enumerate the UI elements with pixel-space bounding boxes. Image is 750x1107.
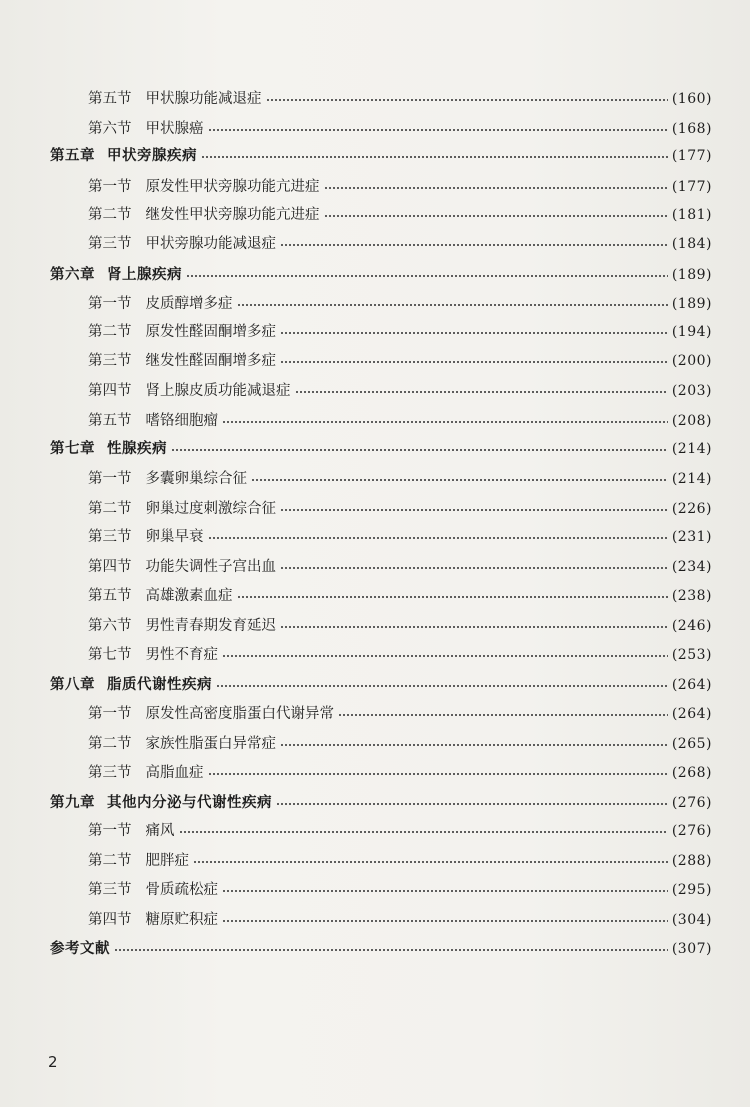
leader-dots: [280, 505, 668, 515]
leader-dots: [186, 271, 668, 281]
section-number: 第三节: [88, 529, 132, 545]
toc-section-row: [88, 877, 712, 899]
toc-section-row: [88, 466, 712, 488]
toc-section-row: [88, 378, 712, 400]
toc-entry-label: [50, 440, 167, 458]
toc-entry-label: [88, 352, 276, 370]
toc-entry-label: [88, 822, 175, 840]
section-title: 原发性醛固酮增多症: [145, 324, 276, 340]
toc-page-number: (276): [671, 823, 712, 839]
toc-section-row: [88, 116, 712, 138]
toc-page-number: (268): [671, 765, 712, 781]
toc-section-row: [88, 348, 712, 370]
toc-section-row: [88, 174, 712, 196]
toc-entry-label: [50, 794, 272, 812]
toc-chapter-row: [50, 790, 712, 812]
section-number: 第五节: [88, 91, 132, 107]
section-number: 第五节: [88, 588, 132, 604]
section-number: 第二节: [88, 736, 132, 752]
section-title: 甲状腺功能减退症: [145, 91, 262, 107]
toc-entry-label: [88, 646, 218, 664]
toc-page-number: (177): [671, 179, 712, 195]
chapter-number: 第九章: [50, 794, 95, 811]
leader-dots: [222, 651, 668, 661]
leader-dots: [222, 417, 668, 427]
section-title: 高脂血症: [145, 765, 204, 781]
section-number: 第四节: [88, 559, 132, 575]
leader-dots: [280, 622, 668, 632]
section-title: 原发性甲状旁腺功能亢进症: [145, 179, 320, 195]
toc-page-number: (214): [671, 471, 712, 487]
section-number: 第二节: [88, 501, 132, 517]
toc-section-row: [88, 86, 712, 108]
toc-page-number: (181): [671, 207, 712, 223]
section-number: 第六节: [88, 618, 132, 634]
toc-page-number: (177): [671, 148, 712, 164]
toc-entry-label: [50, 266, 182, 284]
toc-page-number: (304): [671, 912, 712, 928]
toc-entry-label: [88, 764, 204, 782]
leader-dots: [251, 475, 668, 485]
leader-dots: [222, 886, 668, 896]
toc-entry-label: [88, 852, 189, 870]
section-title: 肾上腺皮质功能减退症: [145, 383, 291, 399]
toc-entry-label: [88, 528, 204, 546]
section-number: 第二节: [88, 324, 132, 340]
references-title: 参考文献: [50, 940, 110, 957]
toc-section-row: [88, 554, 712, 576]
leader-dots: [280, 328, 668, 338]
leader-dots: [280, 357, 668, 367]
section-number: 第三节: [88, 765, 132, 781]
leader-dots: [208, 125, 668, 135]
leader-dots: [276, 799, 668, 809]
toc-page-number: (307): [671, 941, 712, 957]
section-title: 骨质疏松症: [145, 882, 218, 898]
toc-section-row: [88, 731, 712, 753]
section-title: 高雄激素血症: [145, 588, 233, 604]
toc-section-row: [88, 701, 712, 723]
chapter-title: 肾上腺疾病: [107, 266, 182, 283]
toc-entry-label: [88, 911, 218, 929]
leader-dots: [179, 827, 668, 837]
toc-entry-label: [88, 235, 276, 253]
leader-dots: [280, 740, 668, 750]
toc-page-number: (238): [671, 588, 712, 604]
toc-entry-label: [88, 735, 276, 753]
toc-section-row: [88, 202, 712, 224]
toc-page-number: (194): [671, 324, 712, 340]
toc-section-row: [88, 524, 712, 546]
toc-page-number: (265): [671, 736, 712, 752]
leader-dots: [193, 857, 668, 867]
toc-page-number: (295): [671, 882, 712, 898]
toc-entry-label: [88, 120, 204, 138]
section-number: 第一节: [88, 179, 132, 195]
toc-page-number: (246): [671, 618, 712, 634]
leader-dots: [280, 563, 668, 573]
chapter-title: 甲状旁腺疾病: [107, 147, 197, 164]
section-number: 第一节: [88, 706, 132, 722]
toc-chapter-row: [50, 672, 712, 694]
toc-page-number: (288): [671, 853, 712, 869]
section-title: 家族性脂蛋白异常症: [145, 736, 276, 752]
section-number: 第一节: [88, 823, 132, 839]
section-number: 第一节: [88, 296, 132, 312]
toc-section-row: [88, 818, 712, 840]
section-number: 第四节: [88, 383, 132, 399]
toc-entry-label: [88, 412, 218, 430]
toc-entry-label: [88, 90, 262, 108]
chapter-number: 第七章: [50, 440, 95, 457]
toc-chapter-row: [50, 436, 712, 458]
toc-section-row: [88, 848, 712, 870]
toc-page-number: (264): [671, 706, 712, 722]
toc-chapter-row: [50, 262, 712, 284]
leader-dots: [216, 681, 668, 691]
section-title: 糖原贮积症: [145, 912, 218, 928]
leader-dots: [266, 95, 668, 105]
toc-section-row: [88, 907, 712, 929]
section-title: 继发性醛固酮增多症: [145, 353, 276, 369]
section-number: 第五节: [88, 413, 132, 429]
toc-page-number: (208): [671, 413, 712, 429]
toc-entry-label: [50, 940, 110, 958]
toc-page-number: (264): [671, 677, 712, 693]
toc-page-number: (160): [671, 91, 712, 107]
leader-dots: [171, 445, 668, 455]
leader-dots: [295, 387, 668, 397]
section-title: 男性青春期发育延迟: [145, 618, 276, 634]
toc-section-row: [88, 319, 712, 341]
toc-entry-label: [88, 323, 276, 341]
toc-entry-label: [88, 617, 276, 635]
section-number: 第七节: [88, 647, 132, 663]
section-title: 继发性甲状旁腺功能亢进症: [145, 207, 320, 223]
toc-entry-label: [88, 295, 233, 313]
leader-dots: [208, 533, 668, 543]
toc-page-number: (203): [671, 383, 712, 399]
toc-section-row: [88, 291, 712, 313]
toc-entry-label: [88, 587, 233, 605]
toc-entry-label: [88, 382, 291, 400]
toc-entry-label: [88, 705, 334, 723]
toc-page-number: (226): [671, 501, 712, 517]
section-title: 嗜铬细胞瘤: [145, 413, 218, 429]
toc-section-row: [88, 642, 712, 664]
toc-entry-label: [88, 881, 218, 899]
leader-dots: [237, 592, 668, 602]
section-title: 功能失调性子宫出血: [145, 559, 276, 575]
toc-section-row: [88, 760, 712, 782]
toc-entry-label: [50, 676, 212, 694]
leader-dots: [324, 183, 668, 193]
toc-section-row: [88, 408, 712, 430]
chapter-title: 性腺疾病: [107, 440, 167, 457]
section-number: 第三节: [88, 236, 132, 252]
section-title: 痛风: [145, 823, 175, 839]
section-title: 卵巢过度刺激综合征: [145, 501, 276, 517]
page-number: 2: [48, 1053, 58, 1071]
section-number: 第二节: [88, 207, 132, 223]
leader-dots: [114, 945, 668, 955]
section-title: 皮质醇增多症: [145, 296, 233, 312]
section-title: 甲状腺癌: [145, 121, 204, 137]
toc-references-row: [50, 936, 712, 958]
toc-entry-label: [88, 500, 276, 518]
section-number: 第三节: [88, 353, 132, 369]
section-number: 第一节: [88, 471, 132, 487]
section-number: 第三节: [88, 882, 132, 898]
toc-section-row: [88, 231, 712, 253]
toc-page-number: (231): [671, 529, 712, 545]
toc-page-number: (234): [671, 559, 712, 575]
section-number: 第二节: [88, 853, 132, 869]
section-title: 男性不育症: [145, 647, 218, 663]
toc-section-row: [88, 583, 712, 605]
toc-page-number: (276): [671, 795, 712, 811]
toc-page-number: (189): [671, 267, 712, 283]
toc-section-row: [88, 613, 712, 635]
section-number: 第六节: [88, 121, 132, 137]
section-title: 原发性高密度脂蛋白代谢异常: [145, 706, 334, 722]
toc-page-number: (189): [671, 296, 712, 312]
leader-dots: [201, 152, 668, 162]
section-number: 第四节: [88, 912, 132, 928]
toc-entry-label: [88, 206, 320, 224]
toc-entry-label: [88, 558, 276, 576]
chapter-number: 第六章: [50, 266, 95, 283]
toc-page-number: (184): [671, 236, 712, 252]
section-title: 卵巢早衰: [145, 529, 204, 545]
chapter-title: 脂质代谢性疾病: [107, 676, 212, 693]
leader-dots: [208, 769, 668, 779]
toc-page-number: (168): [671, 121, 712, 137]
toc-page-number: (253): [671, 647, 712, 663]
toc-entry-label: [88, 178, 320, 196]
section-title: 多囊卵巢综合征: [145, 471, 247, 487]
chapter-number: 第五章: [50, 147, 95, 164]
leader-dots: [280, 240, 668, 250]
toc-section-row: [88, 496, 712, 518]
toc-chapter-row: [50, 143, 712, 165]
toc-page-number: (214): [671, 441, 712, 457]
leader-dots: [222, 916, 668, 926]
toc-entry-label: [88, 470, 247, 488]
section-title: 肥胖症: [145, 853, 189, 869]
section-title: 甲状旁腺功能减退症: [145, 236, 276, 252]
chapter-number: 第八章: [50, 676, 95, 693]
chapter-title: 其他内分泌与代谢性疾病: [107, 794, 272, 811]
toc-page-number: (200): [671, 353, 712, 369]
toc-entry-label: [50, 147, 197, 165]
leader-dots: [324, 211, 668, 221]
leader-dots: [237, 300, 668, 310]
leader-dots: [338, 710, 668, 720]
